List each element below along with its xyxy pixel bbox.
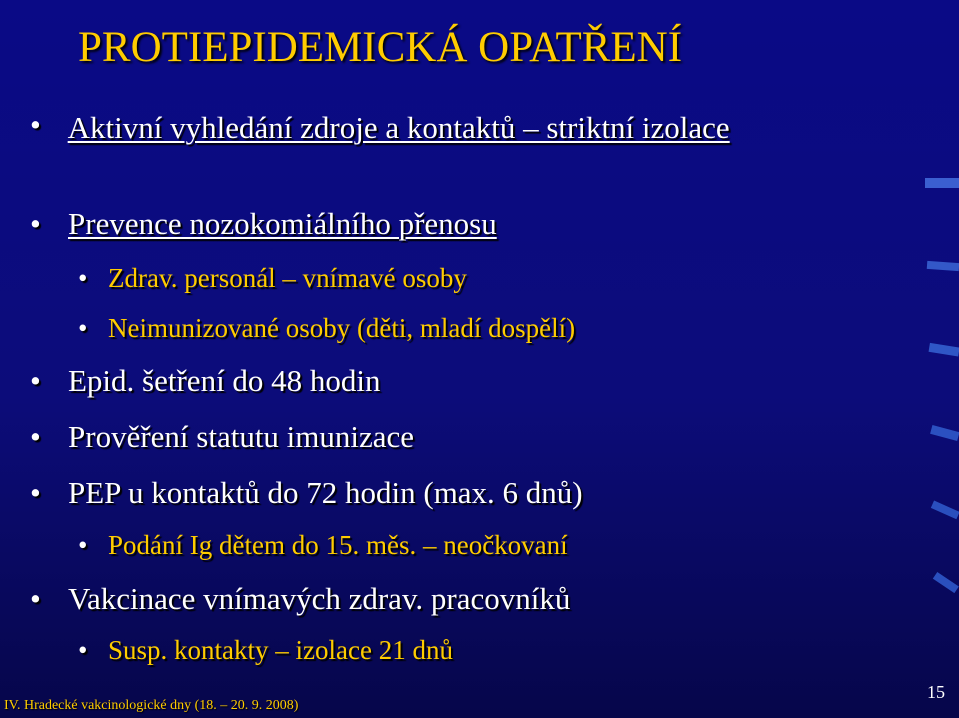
- list-subitem-text: Zdrav. personál – vnímavé osoby: [108, 263, 467, 293]
- list-item-text: Vakcinace vnímavých zdrav. pracovníků: [68, 581, 571, 616]
- slide-title: PROTIEPIDEMICKÁ OPATŘENÍ: [78, 24, 683, 71]
- list-item: [30, 362, 381, 400]
- bullet-icon: •: [30, 206, 41, 241]
- list-subitem-text: Podání Ig dětem do 15. měs. – neočkovaní: [108, 530, 568, 560]
- list-item: [30, 106, 890, 150]
- list-item-text: PEP u kontaktů do 72 hodin (max. 6 dnů): [68, 475, 583, 510]
- list-item-text: Epid. šetření do 48 hodin: [68, 363, 381, 398]
- page-number: 15: [927, 682, 945, 702]
- slide-footer: IV. Hradecké vakcinologické dny (18. – 20. 9. 2008): [4, 698, 299, 713]
- list-subitem-text: Susp. kontakty – izolace 21 dnů: [108, 635, 453, 665]
- bullet-icon: •: [78, 635, 88, 665]
- list-subitem-text: Neimunizované osoby (děti, mladí dospělí): [108, 313, 576, 343]
- list-item-text: Prověření statutu imunizace: [68, 419, 415, 454]
- list-subitem: [78, 261, 467, 295]
- list-item-text: Aktivní vyhledání zdroje a kontaktů – striktní izolace: [67, 110, 730, 145]
- list-item: [30, 418, 414, 456]
- list-item: [30, 205, 497, 243]
- bullet-icon: •: [78, 530, 88, 560]
- bullet-icon: •: [30, 419, 41, 454]
- bullet-icon: •: [78, 313, 88, 343]
- list-item-text: Prevence nozokomiálního přenosu: [68, 206, 497, 241]
- list-item: [30, 580, 570, 618]
- bullet-icon: •: [30, 475, 41, 510]
- list-subitem: [78, 528, 568, 562]
- bullet-icon: •: [30, 107, 41, 142]
- list-subitem: [78, 311, 575, 345]
- bullet-icon: •: [30, 581, 41, 616]
- bullet-icon: •: [30, 363, 41, 398]
- list-item: [30, 474, 583, 512]
- bullet-icon: •: [78, 263, 88, 293]
- list-subitem: [78, 633, 453, 667]
